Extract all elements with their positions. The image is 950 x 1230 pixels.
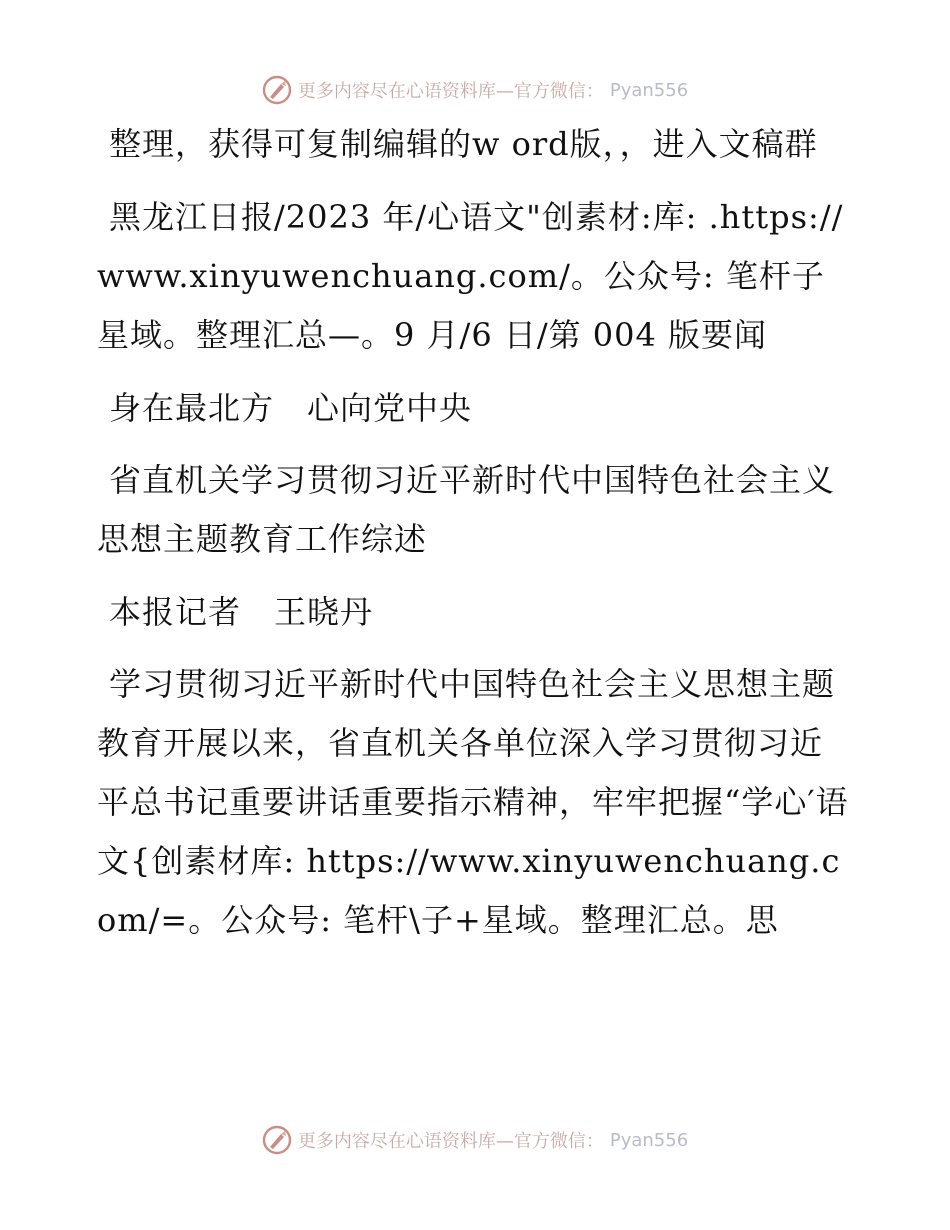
paragraph-source: 黑龙江日报/2023 年/心语文"创素材:库: .https://www.xinyuwenchuang.com/。公众号: 笔杆子星域。整理汇总—。9 月/6 日/第 004 版要闻 (97, 198, 844, 354)
pen-nib-icon (262, 1125, 292, 1155)
article-byline: 本报记者 王晓丹 (109, 593, 374, 631)
footer-watermark (0, 1122, 950, 1158)
article-body-paragraph: 学习贯彻习近平新时代中国特色社会主义思想主题教育开展以来，省直机关各单位深入学习贯彻习近平总书记重要讲话重要指示精神，牢牢把握“学心′语文{创素材库: https://www.xinyuwenchuang.com/=。公众号: 笔杆\子+星域。整理汇总。思 (97, 665, 849, 939)
article-headline: 身在最北方 心向党中央 (109, 389, 473, 427)
paragraph-intro: 整理，获得可复制编辑的w ord版，，进入文稿群 (109, 125, 818, 163)
watermark-handle: Pyan556 (609, 79, 689, 101)
header-watermark (0, 72, 950, 108)
document-body (97, 115, 849, 964)
watermark-handle: Pyan556 (609, 1129, 689, 1151)
article-subheadline: 省直机关学习贯彻习近平新时代中国特色社会主义思想主题教育工作综述 (97, 461, 836, 558)
watermark-text: 更多内容尽在心语资料库—官方微信： (297, 1131, 604, 1152)
pen-nib-icon (262, 75, 292, 105)
watermark-text: 更多内容尽在心语资料库—官方微信： (297, 81, 604, 102)
